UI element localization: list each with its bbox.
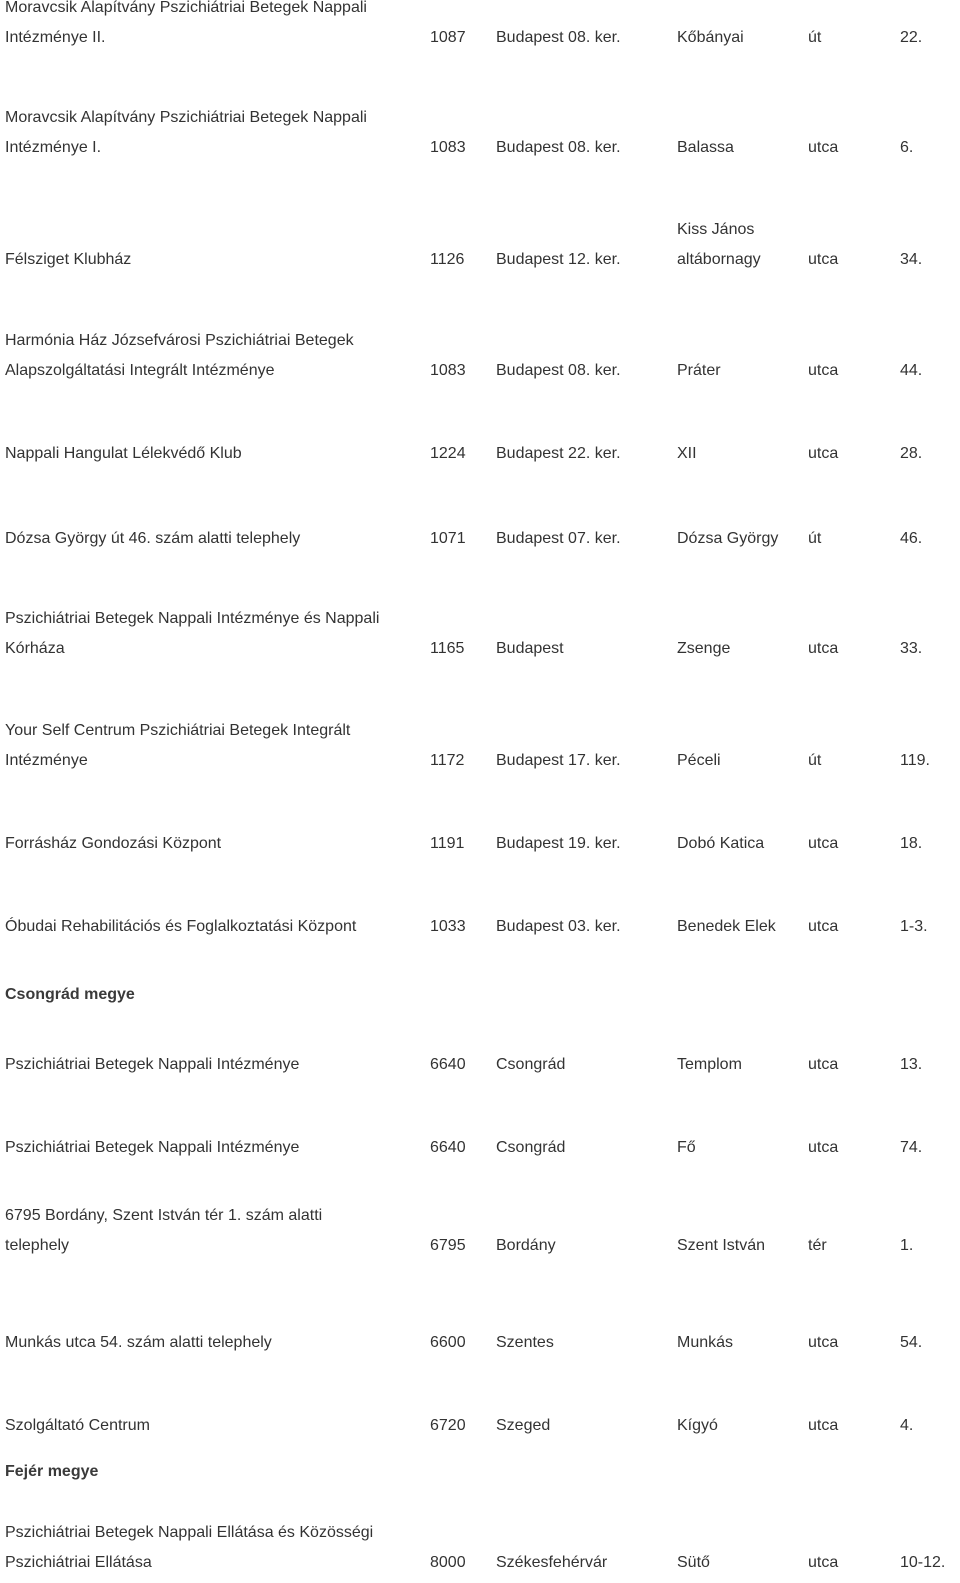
city: Csongrád — [496, 1056, 566, 1073]
entry-row — [0, 326, 960, 386]
city: Budapest — [496, 640, 564, 657]
street-type: utca — [808, 1417, 839, 1434]
street-name: Munkás — [677, 1334, 734, 1351]
facility-name: Szolgáltató Centrum — [5, 1417, 150, 1434]
postal-code: 6795 — [430, 1237, 466, 1254]
street-type: út — [808, 752, 822, 769]
entry-row — [0, 1201, 960, 1261]
county-heading-fejer: Fejér megye — [5, 1463, 99, 1480]
entry-row — [0, 604, 960, 664]
entry-row — [0, 494, 960, 554]
house-number: 34. — [900, 251, 923, 268]
street-type: utca — [808, 1056, 839, 1073]
entry-row — [0, 1103, 960, 1163]
facility-name: Dózsa György út 46. szám alatti telephely — [5, 530, 301, 547]
city: Budapest 19. ker. — [496, 835, 621, 852]
city: Budapest 08. ker. — [496, 29, 621, 46]
city: Budapest 08. ker. — [496, 362, 621, 379]
street-type: utca — [808, 918, 839, 935]
entry-row — [0, 1298, 960, 1358]
postal-code: 1083 — [430, 362, 466, 379]
house-number: 4. — [900, 1417, 914, 1434]
street-type: út — [808, 530, 822, 547]
city: Szeged — [496, 1417, 551, 1434]
facility-name: Pszichiátriai Betegek Nappali Intézménye — [5, 1139, 300, 1156]
street-type: utca — [808, 640, 839, 657]
entry-row — [0, 1518, 960, 1578]
street-type: út — [808, 29, 822, 46]
street-name: Péceli — [677, 752, 721, 769]
street-name: Zsenge — [677, 640, 731, 657]
postal-code: 1033 — [430, 918, 466, 935]
entry-row — [0, 716, 960, 776]
street-name: Dobó Katica — [677, 835, 765, 852]
house-number: 74. — [900, 1139, 923, 1156]
street-type: utca — [808, 362, 839, 379]
postal-code: 6640 — [430, 1139, 466, 1156]
postal-code: 1071 — [430, 530, 466, 547]
city: Budapest 22. ker. — [496, 445, 621, 462]
city: Budapest 07. ker. — [496, 530, 621, 547]
city: Budapest 12. ker. — [496, 251, 621, 268]
street-name: Szent István — [677, 1237, 766, 1254]
street-name: Balassa — [677, 139, 734, 156]
house-number: 44. — [900, 362, 923, 379]
street-name: Kiss János altábornagy — [677, 221, 761, 268]
street-type: utca — [808, 1554, 839, 1571]
postal-code: 1191 — [430, 835, 465, 852]
entry-row — [0, 1381, 960, 1441]
house-number: 46. — [900, 530, 923, 547]
street-name: Sütő — [677, 1554, 710, 1571]
entry-row — [0, 215, 960, 275]
facility-name: Moravcsik Alapítvány Pszichiátriai Betegek Nappali Intézménye I. — [5, 109, 367, 156]
facility-name: Óbudai Rehabilitációs és Foglalkoztatási Központ — [5, 918, 357, 935]
entry-row — [0, 799, 960, 859]
entry-row — [0, 409, 960, 469]
street-type: utca — [808, 251, 839, 268]
facility-name: Forrásház Gondozási Központ — [5, 835, 222, 852]
postal-code: 1165 — [430, 640, 465, 657]
entry-row — [0, 1020, 960, 1080]
postal-code: 6720 — [430, 1417, 466, 1434]
street-type: utca — [808, 445, 839, 462]
facility-name: Pszichiátriai Betegek Nappali Ellátása és Közösségi Pszichiátriai Ellátása — [5, 1524, 374, 1571]
city: Bordány — [496, 1237, 556, 1254]
street-name: Dózsa György — [677, 530, 779, 547]
postal-code: 1126 — [430, 251, 465, 268]
facility-name: Félsziget Klubház — [5, 251, 132, 268]
county-heading-csongrad: Csongrád megye — [5, 986, 135, 1003]
street-name: Práter — [677, 362, 721, 379]
facility-name: Pszichiátriai Betegek Nappali Intézménye és Nappali Kórháza — [5, 610, 380, 657]
street-type: utca — [808, 139, 839, 156]
postal-code: 1087 — [430, 29, 466, 46]
postal-code: 6640 — [430, 1056, 466, 1073]
city: Budapest 17. ker. — [496, 752, 621, 769]
house-number: 1. — [900, 1237, 914, 1254]
facility-name: Munkás utca 54. szám alatti telephely — [5, 1334, 272, 1351]
postal-code: 1172 — [430, 752, 465, 769]
street-name: Fő — [677, 1139, 696, 1156]
city: Székesfehérvár — [496, 1554, 608, 1571]
street-name: Templom — [677, 1056, 742, 1073]
street-name: Kőbányai — [677, 29, 744, 46]
city: Csongrád — [496, 1139, 566, 1156]
city: Szentes — [496, 1334, 554, 1351]
postal-code: 6600 — [430, 1334, 466, 1351]
house-number: 28. — [900, 445, 923, 462]
street-name: XII — [677, 445, 697, 462]
postal-code: 1083 — [430, 139, 466, 156]
entry-row — [0, 103, 960, 163]
postal-code: 1224 — [430, 445, 466, 462]
street-type: utca — [808, 1139, 839, 1156]
house-number: 6. — [900, 139, 914, 156]
city: Budapest 03. ker. — [496, 918, 621, 935]
house-number: 22. — [900, 29, 923, 46]
entry-row — [0, 882, 960, 942]
house-number: 18. — [900, 835, 923, 852]
facility-name: Harmónia Ház Józsefvárosi Pszichiátriai Betegek Alapszolgáltatási Integrált Intézménye — [5, 332, 354, 379]
house-number: 54. — [900, 1334, 923, 1351]
house-number: 33. — [900, 640, 923, 657]
facility-name: Nappali Hangulat Lélekvédő Klub — [5, 445, 242, 462]
facility-name: Moravcsik Alapítvány Pszichiátriai Betegek Nappali Intézménye II. — [5, 0, 367, 46]
city: Budapest 08. ker. — [496, 139, 621, 156]
facility-name: Pszichiátriai Betegek Nappali Intézménye — [5, 1056, 300, 1073]
street-type: utca — [808, 835, 839, 852]
street-name: Benedek Elek — [677, 918, 776, 935]
house-number: 119. — [900, 752, 930, 769]
house-number: 10-12. — [900, 1554, 946, 1571]
facility-name: 6795 Bordány, Szent István tér 1. szám alatti telephely — [5, 1207, 323, 1254]
entry-row — [0, 0, 960, 53]
house-number: 13. — [900, 1056, 923, 1073]
street-name: Kígyó — [677, 1417, 718, 1434]
street-type: tér — [808, 1237, 827, 1254]
street-type: utca — [808, 1334, 839, 1351]
house-number: 1-3. — [900, 918, 928, 935]
facility-name: Your Self Centrum Pszichiátriai Betegek Integrált Intézménye — [5, 722, 351, 769]
postal-code: 8000 — [430, 1554, 466, 1571]
